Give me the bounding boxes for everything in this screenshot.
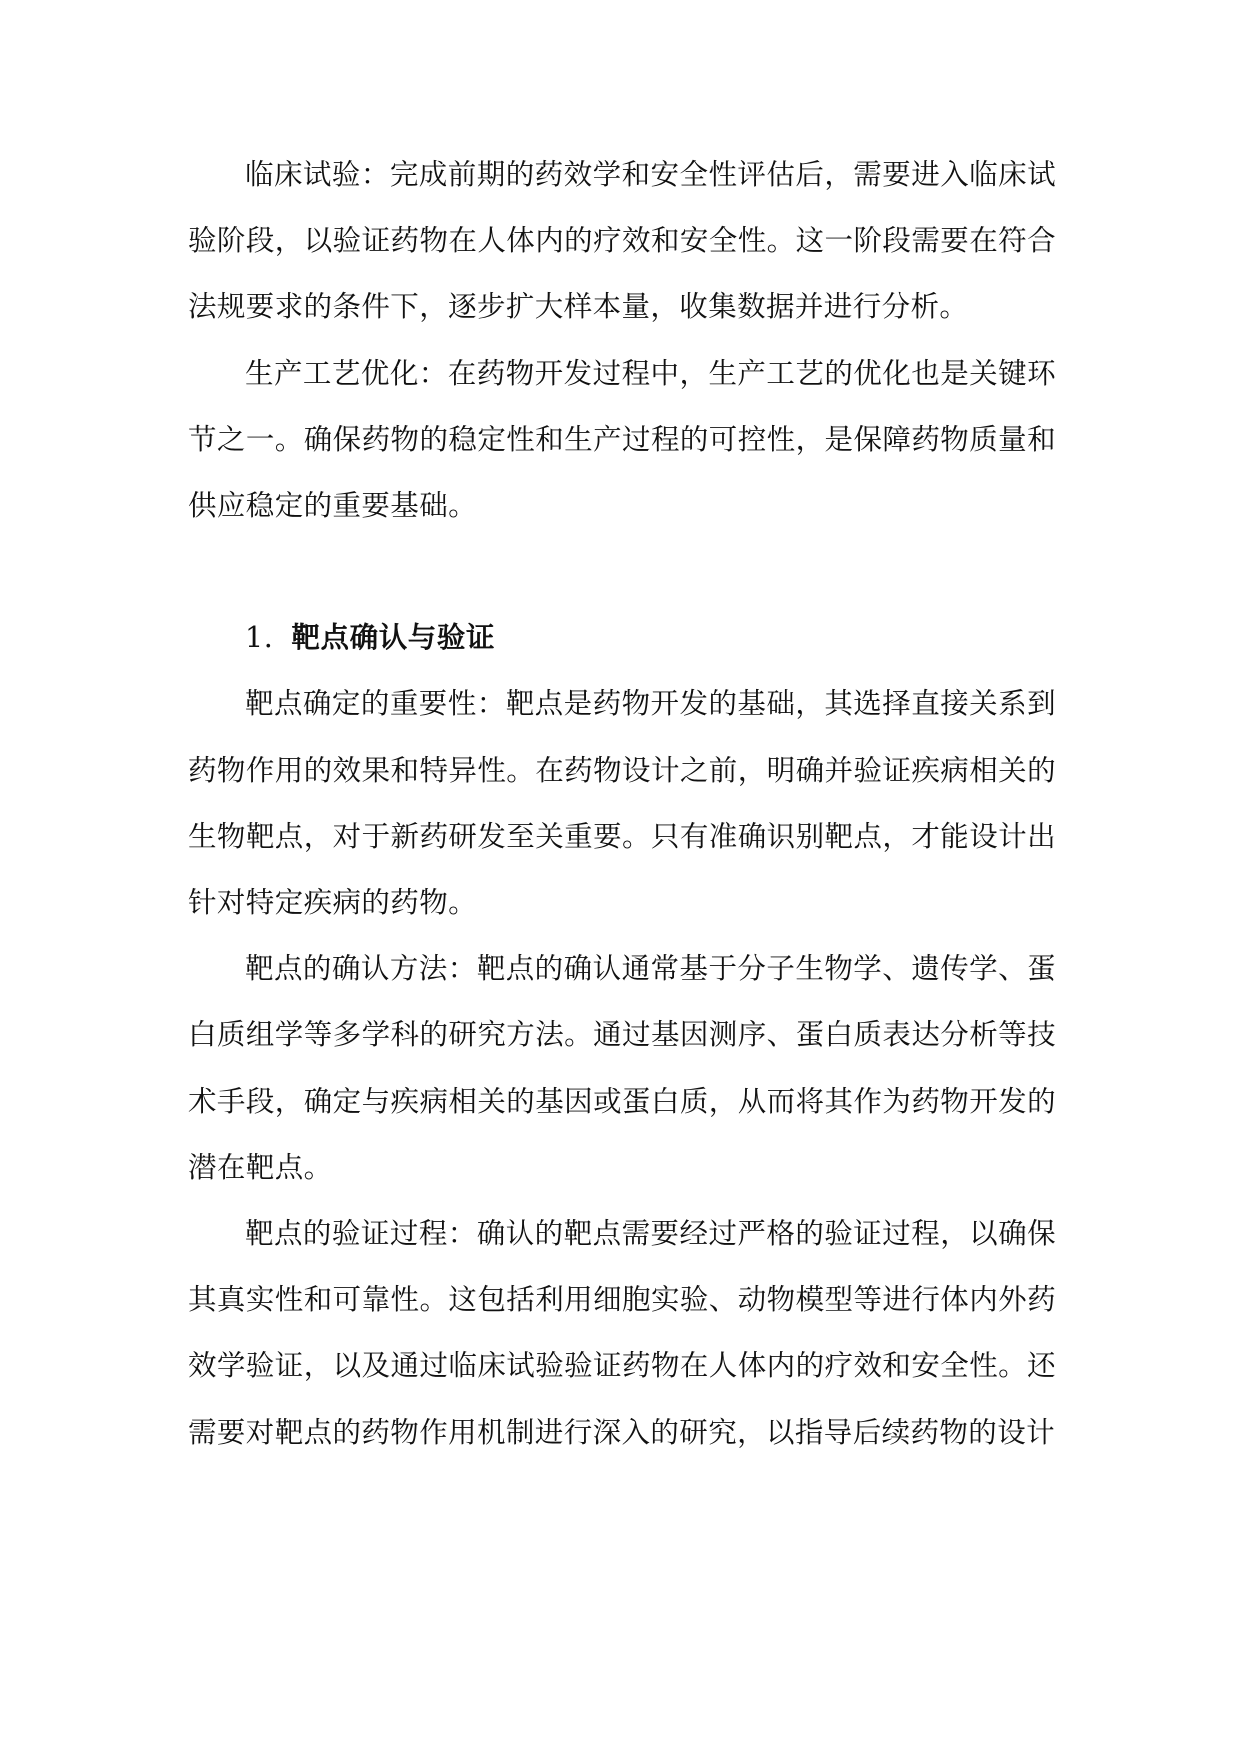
paragraph-process-optimization: 生产工艺优化：在药物开发过程中，生产工艺的优化也是关键环节之一。确保药物的稳定性和生产过程的可控性，是保障药物质量和供应稳定的重要基础。 (188, 356, 1056, 523)
section-title: 靶点确认与验证 (291, 621, 496, 655)
section-heading (188, 605, 1056, 671)
paragraph-target-confirmation: 靶点的确认方法：靶点的确认通常基于分子生物学、遗传学、蛋白质组学等多学科的研究方法。通过基因测序、蛋白质表达分析等技术手段，确定与疾病相关的基因或蛋白质，从而将其作为药物开发的潜在靶点。 (188, 952, 1056, 1184)
paragraph-clinical-trials: 临床试验：完成前期的药效学和安全性评估后，需要进入临床试验阶段，以验证药物在人体内的疗效和安全性。这一阶段需要在符合法规要求的条件下，逐步扩大样本量，收集数据并进行分析。 (188, 158, 1056, 324)
paragraph-target-validation: 靶点的验证过程：确认的靶点需要经过严格的验证过程，以确保其真实性和可靠性。这包括利用细胞实验、动物模型等进行体内外药效学验证，以及通过临床试验验证药物在人体内的疗效和安全性。还需要对靶点的药物作用机制进行深入的研究，以指导后续药物的设计 (188, 1217, 1056, 1449)
document-body (188, 142, 1056, 1466)
section-number: 1. (245, 621, 274, 655)
paragraph-target-importance: 靶点确定的重要性：靶点是药物开发的基础，其选择直接关系到药物作用的效果和特异性。在药物设计之前，明确并验证疾病相关的生物靶点，对于新药研发至关重要。只有准确识别靶点，才能设计出针对特定疾病的药物。 (188, 687, 1056, 920)
